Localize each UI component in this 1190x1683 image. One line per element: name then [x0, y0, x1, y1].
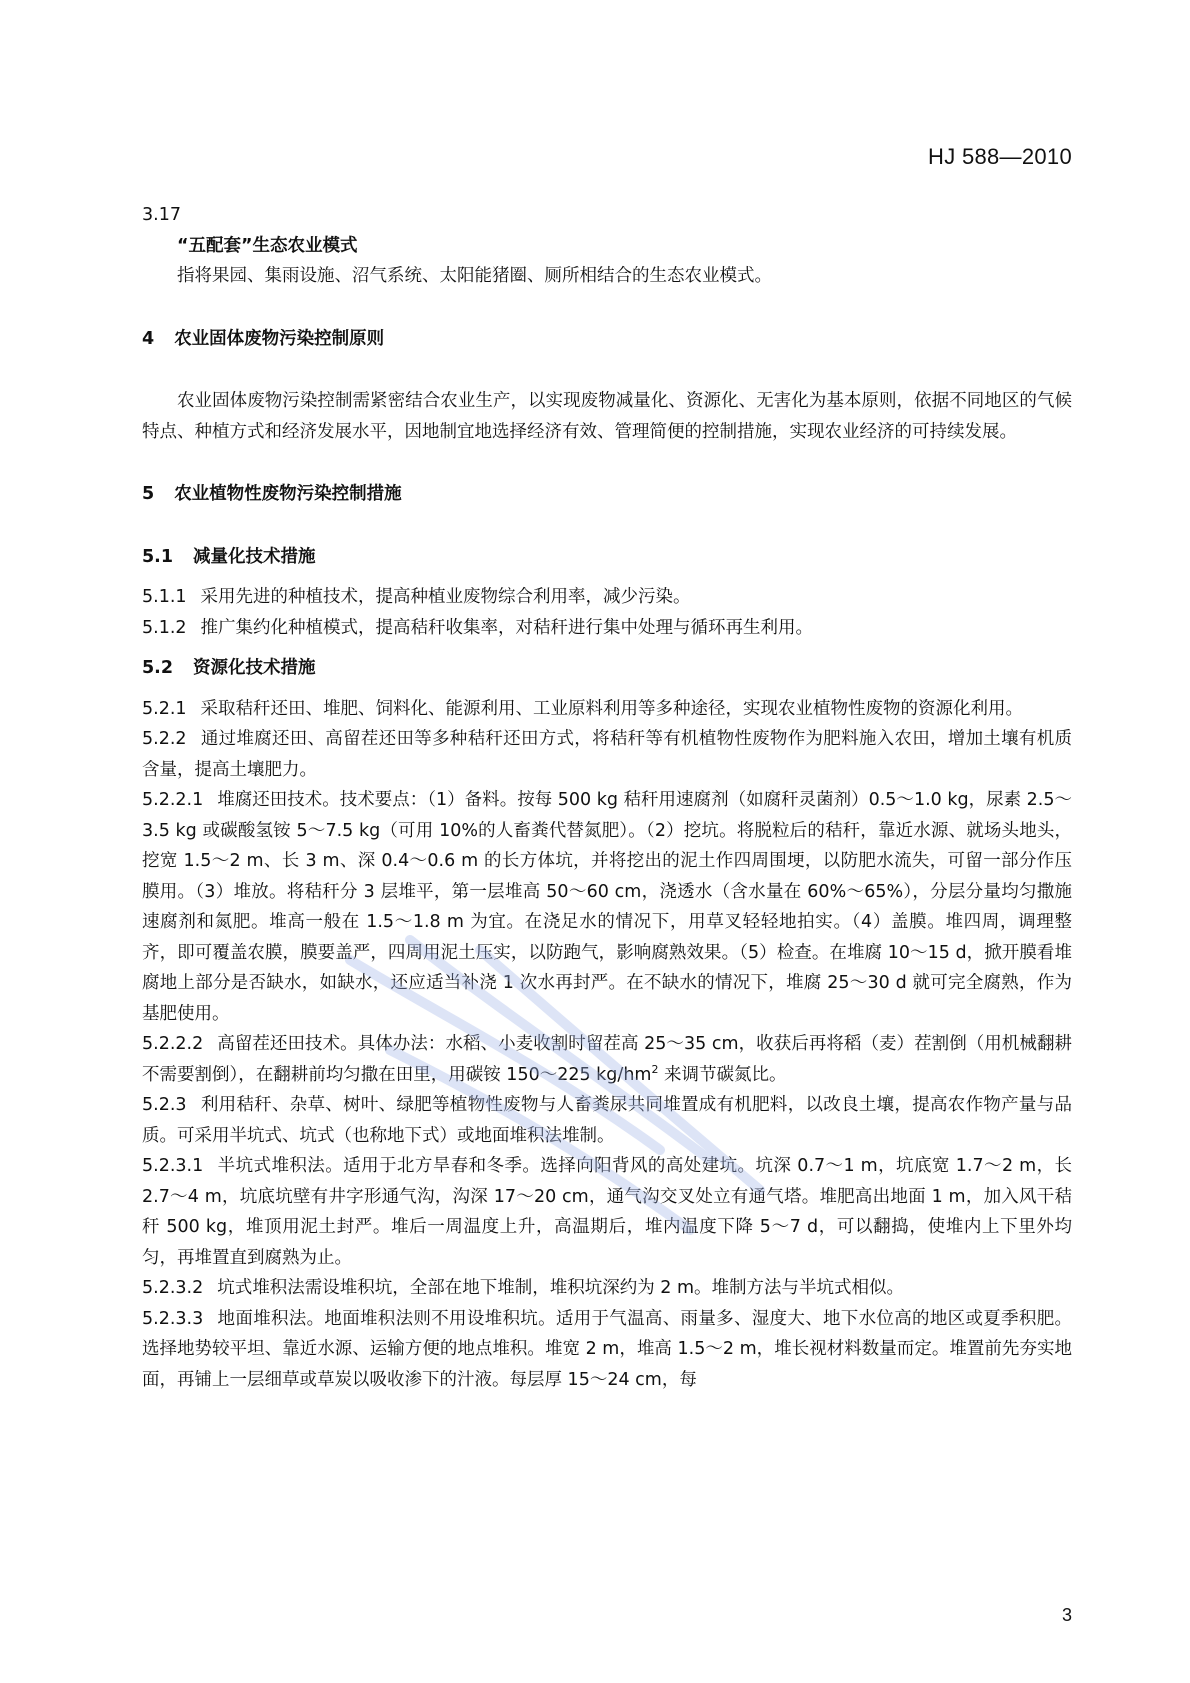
clause-text: 通过堆腐还田、高留茬还田等多种秸秆还田方式，将秸秆等有机植物性废物作为肥料施入农田，增加土壤有机质含量，提高土壤肥力。 [142, 729, 1072, 780]
clause [142, 724, 1072, 785]
section-title: 资源化技术措施 [193, 658, 316, 678]
clause [142, 1151, 1072, 1273]
clause-number: 5.2.1 [142, 698, 187, 719]
superscript: 2 [651, 1062, 659, 1076]
page-number: 3 [1061, 1605, 1072, 1625]
section-5-2-heading [142, 653, 1072, 684]
clause-text: 地面堆积法。地面堆积法则不用设堆积坑。适用于气温高、雨量多、湿度大、地下水位高的地区或夏季积肥。选择地势较平坦、靠近水源、运输方便的地点堆积。堆宽 2 m，堆高 1.5～2 m，堆长视材料数量而定。堆置前先夯实地面，再铺上一层细草或草炭以吸收渗下的汁液。每层厚 15～24 cm，每 [142, 1308, 1072, 1390]
clause-number: 5.2.2 [142, 729, 187, 749]
clause-text: 半坑式堆积法。适用于北方旱春和冬季。选择向阳背风的高处建坑。坑深 0.7～1 m，坑底宽 1.7～2 m，长 2.7～4 m，坑底坑壁有井字形通气沟，沟深 17～20 cm，通气沟交叉处立有通气塔。堆肥高出地面 1 m，加入风干秸秆 500 kg，堆顶用泥土封严。堆后一周温度上升，高温期后，堆内温度下降 5～7 d，可以翻捣，使堆内上下里外均匀，再堆置直到腐熟为止。 [142, 1156, 1072, 1268]
clause-text: 堆腐还田技术。技术要点：（1）备料。按每 500 kg 秸秆用速腐剂（如腐秆灵菌剂）0.5～1.0 kg，尿素 2.5～3.5 kg 或碳酸氢铵 5～7.5 kg（可用 10%的人畜粪代替氮肥）。（2）挖坑。将脱粒后的秸秆，靠近水源、就场头地头，挖宽 1.5～2 m、长 3 m、深 0.4～0.6 m 的长方体坑，并将挖出的泥土作四周围埂，以防肥水流失，可留一部分作压膜用。（3）堆放。将秸秆分 3 层堆平，第一层堆高 50～60 cm，浇透水（含水量在 60%～65%），分层分量均匀撒施速腐剂和氮肥。堆高一般在 1.5～1.8 m 为宜。在浇足水的情况下，用草叉轻轻地拍实。（4）盖膜。堆四周，调理整齐，即可覆盖农膜，膜要盖严，四周用泥土压实，以防跑气，影响腐熟效果。（5）检查。在堆腐 10～15 d，掀开膜看堆腐地上部分是否缺水，如缺水，还应适当补浇 1 次水再封严。在不缺水的情况下，堆腐 25～30 d 就可完全腐熟，作为基肥使用。 [142, 790, 1072, 1024]
clause-text: 高留茬还田技术。具体办法：水稻、小麦收割时留茬高 25～35 cm，收获后再将稻（麦）茬割倒（用机械翻耕不需要割倒），在翻耕前均匀撒在田里，用碳铵 150～225 kg/hm [142, 1034, 1072, 1085]
standard-number: HJ 588—2010 [928, 144, 1072, 169]
term-definition: 指将果园、集雨设施、沼气系统、太阳能猪圈、厕所相结合的生态农业模式。 [177, 266, 772, 286]
clause-number: 5.2.3.1 [142, 1156, 204, 1176]
clause-number: 5.2.2.2 [142, 1034, 204, 1054]
section-number: 5.2 [142, 658, 174, 678]
clause [142, 1304, 1072, 1396]
section-number: 4 [142, 328, 155, 349]
clause [142, 1273, 1072, 1304]
term-title: “五配套”生态农业模式 [177, 235, 358, 256]
clause [142, 694, 1072, 725]
section-number: 5 [142, 484, 155, 504]
section-5-heading [142, 479, 1072, 510]
clause-number: 5.1.1 [142, 587, 187, 607]
clause-text: 坑式堆积法需设堆积坑，全部在地下堆制，堆积坑深约为 2 m。堆制方法与半坑式相似。 [217, 1278, 905, 1298]
section-title: 减量化技术措施 [193, 546, 316, 567]
clause-number: 5.2.3 [142, 1095, 187, 1115]
page-content [142, 200, 1072, 1395]
clause-number: 5.2.3.3 [142, 1308, 204, 1329]
clause [142, 1029, 1072, 1090]
clause-number: 5.1.2 [142, 617, 187, 638]
section-title: 农业固体废物污染控制原则 [174, 328, 385, 349]
section-number: 5.1 [142, 546, 174, 567]
clause-number: 5.2.3.2 [142, 1278, 204, 1298]
clause-text: 来调节碳氮比。 [658, 1064, 787, 1085]
section-4-body: 农业固体废物污染控制需紧密结合农业生产，以实现废物减量化、资源化、无害化为基本原则，依据不同地区的气候特点、种植方式和经济发展水平，因地制宜地选择经济有效、管理简便的控制措施，实现农业经济的可持续发展。 [142, 391, 1072, 442]
clause [142, 1090, 1072, 1151]
term-number: 3.17 [142, 205, 181, 225]
clause [142, 613, 1072, 644]
section-title: 农业植物性废物污染控制措施 [174, 484, 402, 504]
clause-text: 采用先进的种植技术，提高种植业废物综合利用率，减少污染。 [200, 587, 691, 607]
clause-number: 5.2.2.1 [142, 790, 204, 810]
clause-text: 采取秸秆还田、堆肥、饲料化、能源利用、工业原料利用等多种途径，实现农业植物性废物的资源化利用。 [200, 698, 1024, 719]
clause [142, 582, 1072, 613]
section-4-heading [142, 324, 1072, 355]
clause-text: 推广集约化种植模式，提高秸秆收集率，对秸秆进行集中处理与循环再生利用。 [200, 617, 814, 638]
clause [142, 785, 1072, 1029]
clause-text: 利用秸秆、杂草、树叶、绿肥等植物性废物与人畜粪尿共同堆置成有机肥料，以改良土壤，提高农作物产量与品质。可采用半坑式、坑式（也称地下式）或地面堆积法堆制。 [142, 1095, 1072, 1146]
section-5-1-heading [142, 542, 1072, 573]
